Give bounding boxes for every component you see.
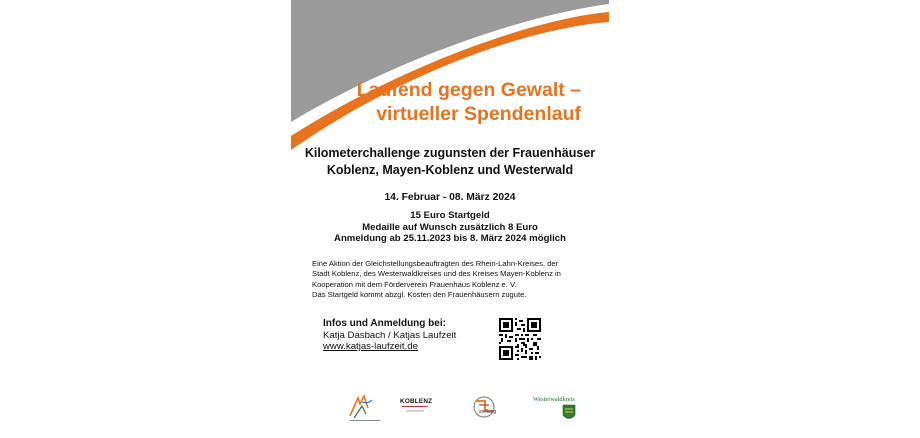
title-line-2: virtueller Spendenlauf xyxy=(376,103,581,125)
koblenz-logo-text: KOBLENZ xyxy=(400,398,433,405)
fee-details xyxy=(291,210,609,245)
info-contact: Katja Dasbach / Katjas Laufzeit xyxy=(323,329,457,341)
title-line-1: Laufend gegen Gewalt – xyxy=(356,79,581,101)
medal-line: Medaille auf Wunsch zusätzlich 8 Euro xyxy=(362,221,538,233)
koblenz-logo: KOBLENZ ━━━━━━━━━━ xyxy=(400,398,433,413)
description-line: Eine Aktion der Gleichstellungsbeauftragten des Rhein-Lahn-Kreises, der xyxy=(312,259,559,268)
description-line: Das Startgeld kommt abzgl. Kosten den Frauenhäusern zugute. xyxy=(312,290,527,300)
description-line: Kooperation mit dem Förderverein Frauenhaus Koblenz e. V. xyxy=(312,279,517,289)
westerwald-crest-icon xyxy=(533,403,581,423)
gleichstellung-logo xyxy=(471,395,511,425)
gleichstellung-logo-text: stellung xyxy=(479,409,497,415)
fee-line: 15 Euro Startgeld xyxy=(410,210,490,221)
info-block xyxy=(323,318,456,353)
poster-subtitle xyxy=(291,145,609,179)
poster-title xyxy=(291,78,609,126)
registration-line: Anmeldung ab 25.11.2023 bis 8. März 2024 möglich xyxy=(334,233,566,244)
decorative-swoosh xyxy=(291,0,609,150)
description xyxy=(312,259,588,301)
qr-code-icon[interactable] xyxy=(499,318,541,360)
info-title: Infos und Anmeldung bei: xyxy=(323,318,446,329)
subtitle-line-1: Kilometerchallenge zugunsten der Frauenhäuser xyxy=(304,146,596,160)
description-line: Stadt Koblenz, des Westerwaldkreises und des Kreises Mayen-Koblenz in xyxy=(312,269,561,279)
westerwaldkreis-logo-text: Westerwaldkreis xyxy=(533,396,575,403)
event-poster xyxy=(291,0,609,438)
rhein-lahn-logo-icon xyxy=(348,394,382,424)
subtitle-line-2: Koblenz, Mayen-Koblenz und Westerwald xyxy=(326,163,574,177)
event-dates: 14. Februar - 08. März 2024 xyxy=(384,192,516,203)
website-link[interactable]: www.katjas-laufzeit.de xyxy=(323,341,418,352)
westerwaldkreis-logo xyxy=(533,396,581,424)
